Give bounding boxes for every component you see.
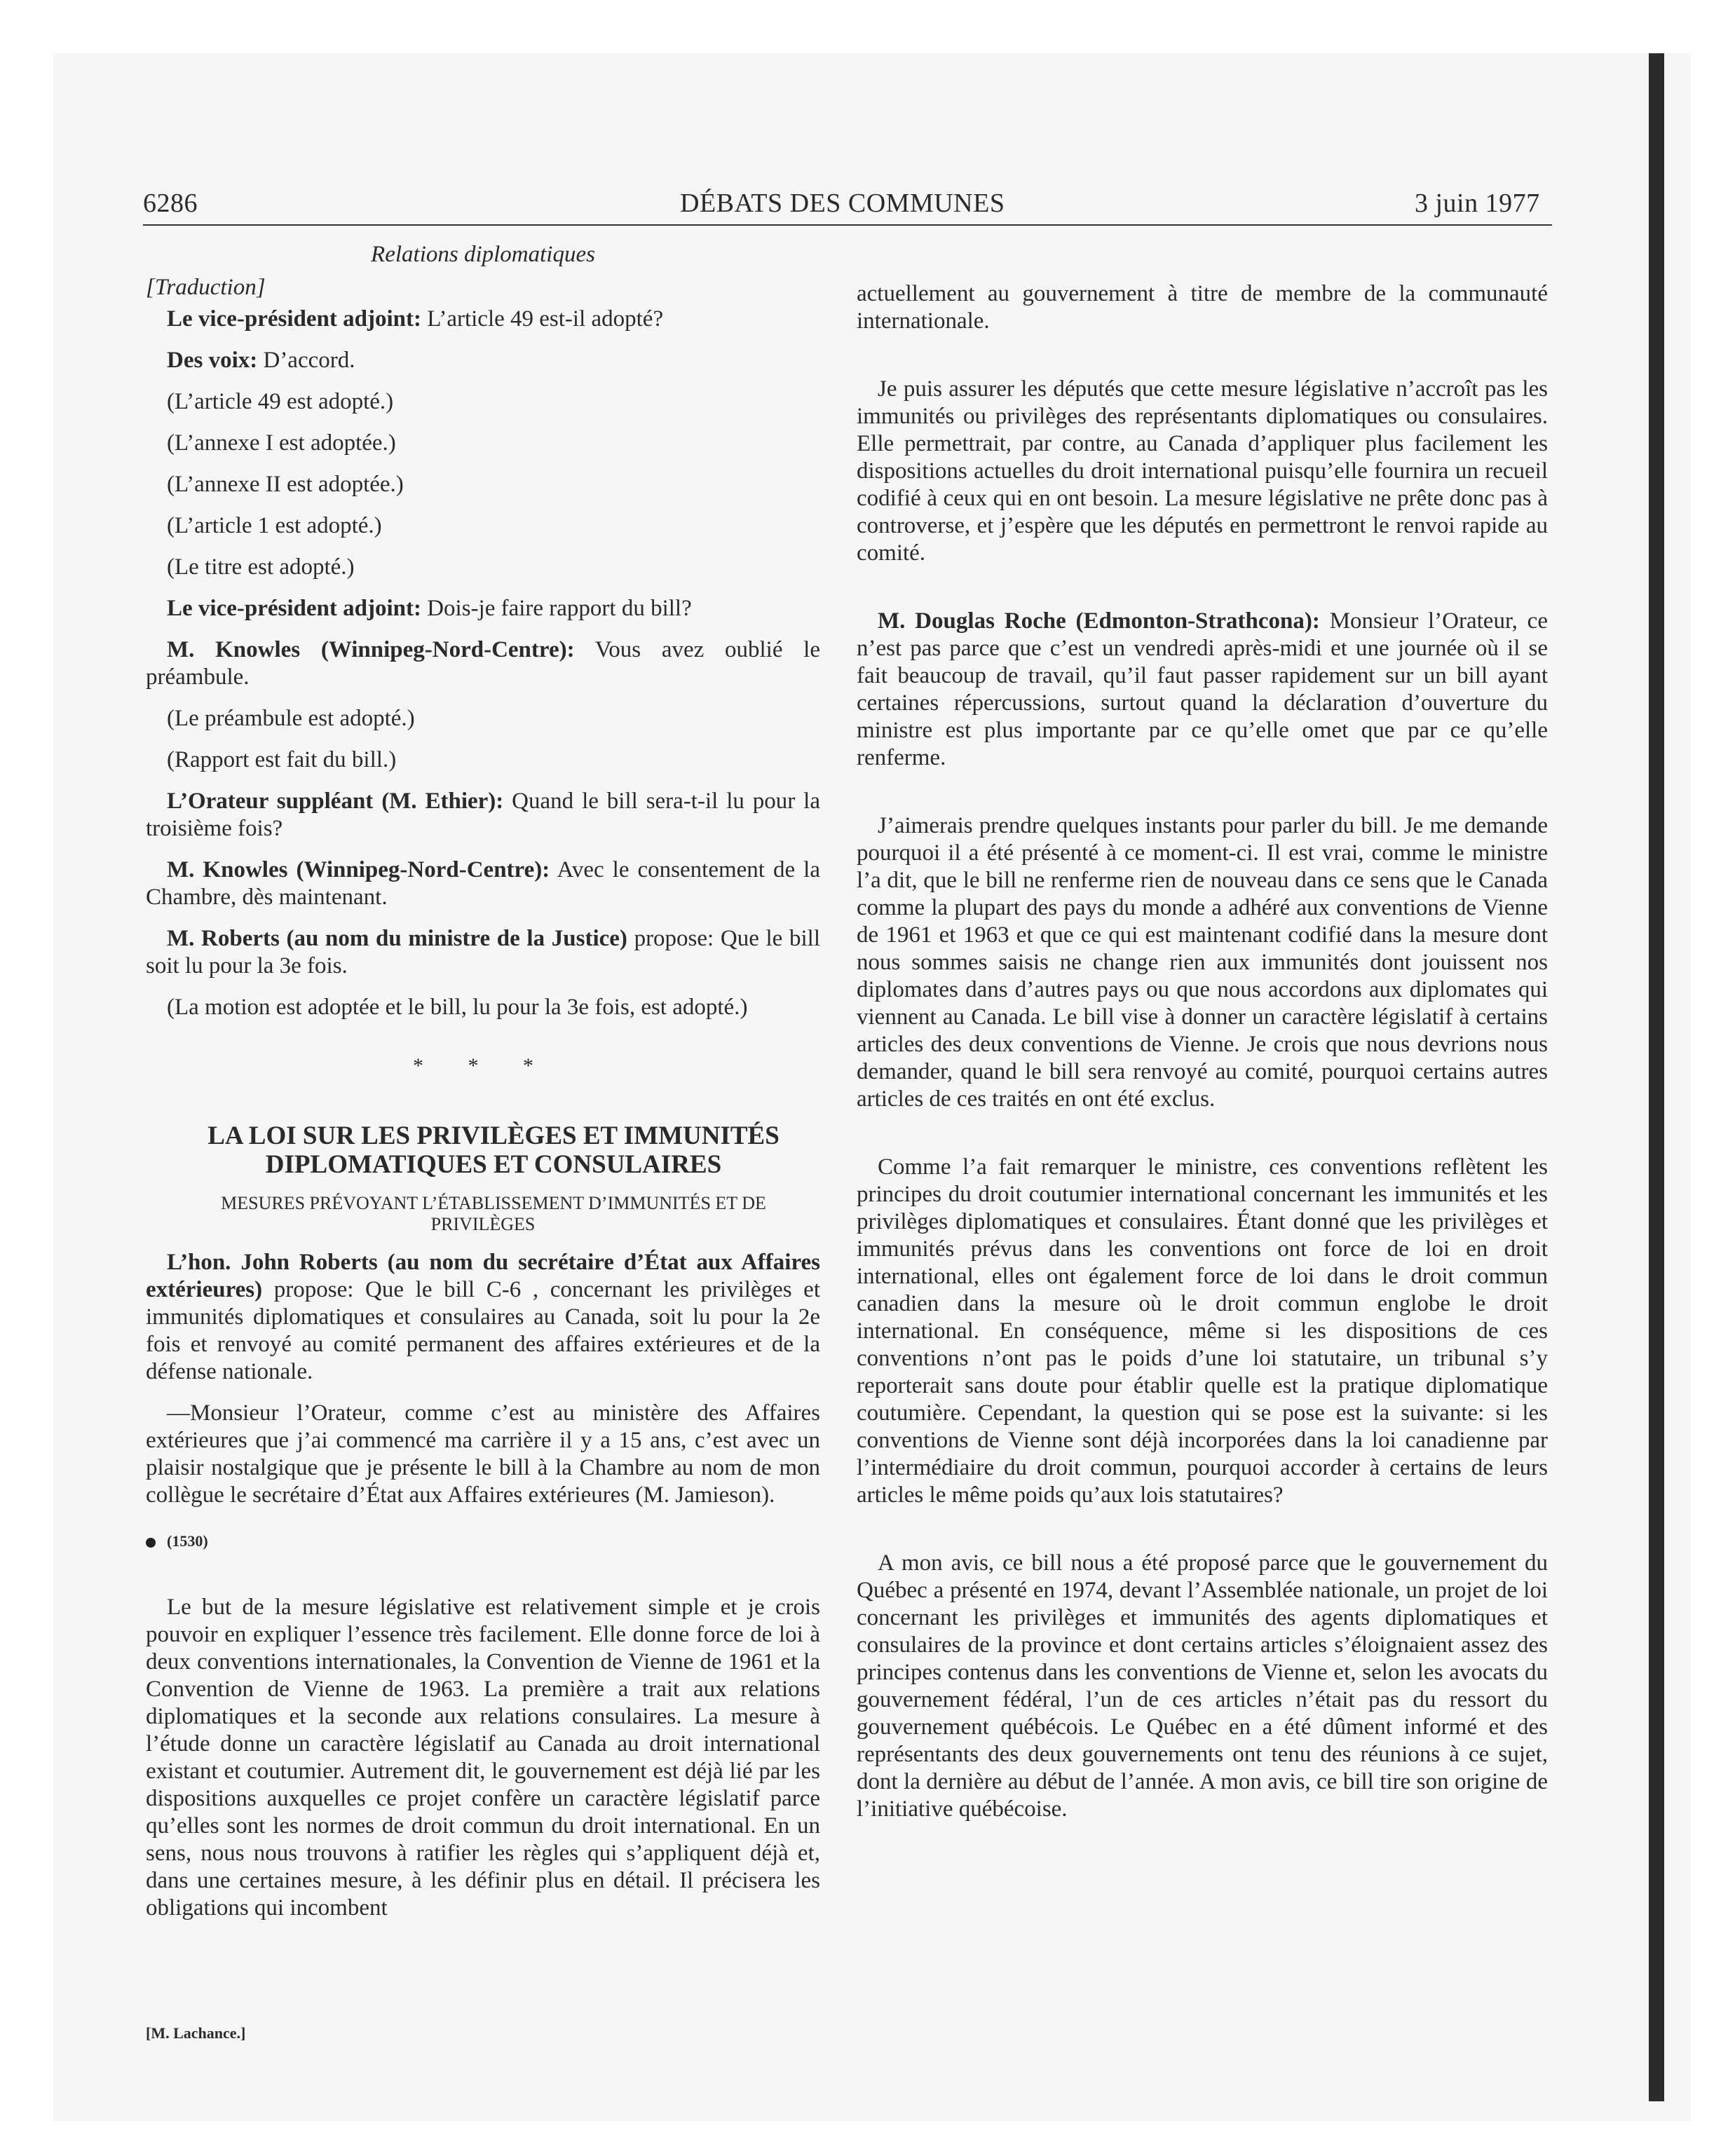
paragraph: [146, 636, 820, 691]
page-header-title: DÉBATS DES COMMUNES: [680, 189, 1005, 218]
paragraph: [146, 306, 820, 333]
speaker: M. Roberts (au nom du ministre de la Justice): [167, 926, 627, 951]
bullet-icon: [146, 1538, 156, 1548]
speaker: M. Knowles (Winnipeg-Nord-Centre):: [167, 637, 575, 662]
stage-direction: (L’article 1 est adopté.): [167, 513, 382, 538]
speech-text: Avec le consentement de la Chambre, dès maintenant.: [146, 857, 820, 910]
paragraph: [146, 1249, 820, 1386]
speech-text: Dois-je faire rapport du bill?: [421, 596, 692, 621]
paragraph: [857, 608, 1548, 772]
paragraph: [146, 925, 820, 980]
section-title: LA LOI SUR LES PRIVILÈGES ET IMMUNITÉS: [207, 1121, 780, 1150]
right-column: [857, 280, 1548, 1837]
stage-direction: (Le préambule est adopté.): [167, 706, 415, 731]
section-subtitle: MESURES PRÉVOYANT L’ÉTABLISSEMENT D’IMMUNITÉS ET DE PRIVILÈGES: [221, 1193, 766, 1234]
page-date: 3 juin 1977: [1415, 189, 1540, 218]
speech-text: D’accord.: [257, 348, 355, 373]
paragraph: [146, 595, 820, 622]
paragraph: Comme l’a fait remarquer le ministre, ces conventions reflètent les principes du droit coutumier international concernant les immunités et les privilèges diplomatiques et consulaires. Étant donné que les privilèges et immunités prévus dans les conventions ont force de loi en droit international, elles ont également force de loi dans le droit commun canadien dans la mesure où le droit commun englobe le droit international. En conséquence, même si les dispositions de ces conventions n’ont pas le poids d’une loi statutaire, un tribunal s’y reporterait sans doute pour établir quelle est la pratique diplomatique coutumière. Cependant, la question qui se pose est la suivante: si les conventions de Vienne sont déjà incorporées dans la loi canadienne par l’intermédiaire du droit commun, pourquoi accorder à certains de leurs articles le même poids qu’aux lois statutaires?: [857, 1154, 1548, 1508]
paragraph: —Monsieur l’Orateur, comme c’est au ministère des Affaires extérieures que j’ai commencé ma carrière il y a 15 ans, c’est avec un plaisir nostalgique que je présente le bill à la Chambre au nom de mon collègue le secrétaire d’État aux Affaires extérieures (M. Jamieson).: [146, 1400, 820, 1508]
speaker: Le vice-président adjoint:: [167, 306, 421, 332]
speech-text: L’article 49 est-il adopté?: [421, 306, 664, 332]
section-separator: * * *: [413, 1054, 553, 1077]
paragraph: Je puis assurer les députés que cette mesure législative n’accroît pas les immunités ou privilèges des représentants diplomatiques ou consulaires. Elle permettrait, par contre, au Canada d’appliquer plus facilement les dispositions actuelles du droit international puisqu’elle fournira un recueil codifié à ceux qui en ont besoin. La mesure législative ne prête donc pas à controverse, et j’espère que les députés en permettront le renvoi rapide au comité.: [857, 376, 1548, 566]
speech-text: Quand le bill sera-t-il lu pour la troisième fois?: [146, 789, 820, 841]
page-number: 6286: [143, 189, 198, 218]
footnote: [M. Lachance.]: [146, 2024, 246, 2042]
stage-direction: (La motion est adoptée et le bill, lu pour la 3e fois, est adopté.): [167, 995, 748, 1020]
speaker: M. Douglas Roche (Edmonton-Strathcona):: [878, 608, 1320, 634]
time-marker: [146, 1527, 820, 1555]
topic-heading: Relations diplomatiques: [371, 242, 595, 267]
speech-text: Monsieur l’Orateur, ce n’est pas parce que c’est un vendredi après-midi et une journée où il se fait beaucoup de travail, qu’il faut passer rapidement sur un bill ayant certaines répercussions, surtout quand la déclaration d’ouverture du ministre est plus importante par ce qu’elle omet que par ce qu’elle renferme.: [857, 608, 1548, 770]
paragraph: [146, 347, 820, 374]
paragraph: J’aimerais prendre quelques instants pour parler du bill. Je me demande pourquoi il a été présenté à ce moment-ci. Il est vrai, comme le ministre l’a dit, que le bill ne renferme rien de nouveau dans ce sens que le Canada comme la plupart des pays du monde a adhéré aux conventions de Vienne de 1961 et 1963 et que ce qui est maintenant codifié dans la mesure dont nous sommes saisis ne change rien aux immunités dont jouissent nos diplomates dans d’autres pays ou que nous accordons aux diplomates qui viennent au Canada. Le bill vise à donner un caractère législatif à certains articles des deux conventions de Vienne. Je crois que nous devrions nous demander, quand le bill sera renvoyé au comité, pourquoi certains autres articles de ces traités en ont été exclus.: [857, 813, 1548, 1112]
stage-direction: (L’annexe I est adoptée.): [167, 430, 396, 456]
stage-direction: (L’annexe II est adoptée.): [167, 472, 404, 497]
left-column: [146, 241, 820, 1936]
speaker: L’hon. John Roberts (au nom du secrétaire d’État aux Affaires extérieures): [146, 1250, 820, 1302]
paragraph: actuellement au gouvernement à titre de membre de la communauté internationale.: [857, 281, 1548, 334]
speaker: Des voix:: [167, 348, 258, 373]
stage-direction: (L’article 49 est adopté.): [167, 389, 394, 414]
speech-text: propose: Que le bill soit lu pour la 3e fois.: [146, 926, 820, 978]
scan-edge-bar: [1649, 53, 1664, 2101]
time-marker-text: (1530): [167, 1532, 208, 1550]
speech-text: propose: Que le bill C-6 , concernant les privilèges et immunités diplomatiques et consulaires au Canada, soit lu pour la 2e fois et renvoyé au comité permanent des affaires extérieures et de la défense nationale.: [146, 1277, 820, 1384]
section-title: DIPLOMATIQUES ET CONSULAIRES: [265, 1150, 722, 1179]
speaker: L’Orateur suppléant (M. Ethier):: [167, 789, 504, 814]
paragraph: A mon avis, ce bill nous a été proposé parce que le gouvernement du Québec a présenté en 1974, devant l’Assemblée nationale, un projet de loi concernant les privilèges et immunités des agents diplomatiques et consulaires de la province et dont certains articles s’éloignaient assez des principes contenus dans les conventions de Vienne et, selon les avocats du gouvernement fédéral, l’un de ces articles n’était pas du ressort du gouvernement québécois. Le Québec en a été dûment informé et des représentants des deux gouvernements ont tenu des réunions à ce sujet, dont la dernière au début de l’année. A mon avis, ce bill tire son origine de l’initiative québécoise.: [857, 1550, 1548, 1822]
stage-direction: (Le titre est adopté.): [167, 554, 355, 580]
speaker: M. Knowles (Winnipeg-Nord-Centre):: [167, 857, 550, 882]
paragraph: Le but de la mesure législative est relativement simple et je crois pouvoir en expliquer l’essence très facilement. Elle donne force de loi à deux conventions internationales, la Convention de Vienne de 1961 et la Convention de Vienne de 1963. La première a trait aux relations diplomatiques et la seconde aux relations consulaires. La mesure à l’étude donne un caractère législatif au Canada au droit international existant et coutumier. Autrement dit, le gouvernement est déjà lié par les dispositions auxquelles ce projet confère un caractère législatif parce qu’elles sont les normes de droit commun du droit international. En un sens, nous nous trouvons à ratifier les règles qui s’appliquent déjà et, dans une certaines mesure, à les définir plus en détail. Il précisera les obligations qui incombent: [146, 1595, 820, 1920]
header-rule: [143, 224, 1552, 226]
stage-direction: (Rapport est fait du bill.): [167, 747, 397, 772]
speaker: Le vice-président adjoint:: [167, 596, 421, 621]
speech-text: Vous avez oublié le préambule.: [146, 637, 820, 690]
paragraph: [146, 788, 820, 842]
translation-tag: [Traduction]: [146, 275, 266, 300]
paragraph: [146, 857, 820, 911]
